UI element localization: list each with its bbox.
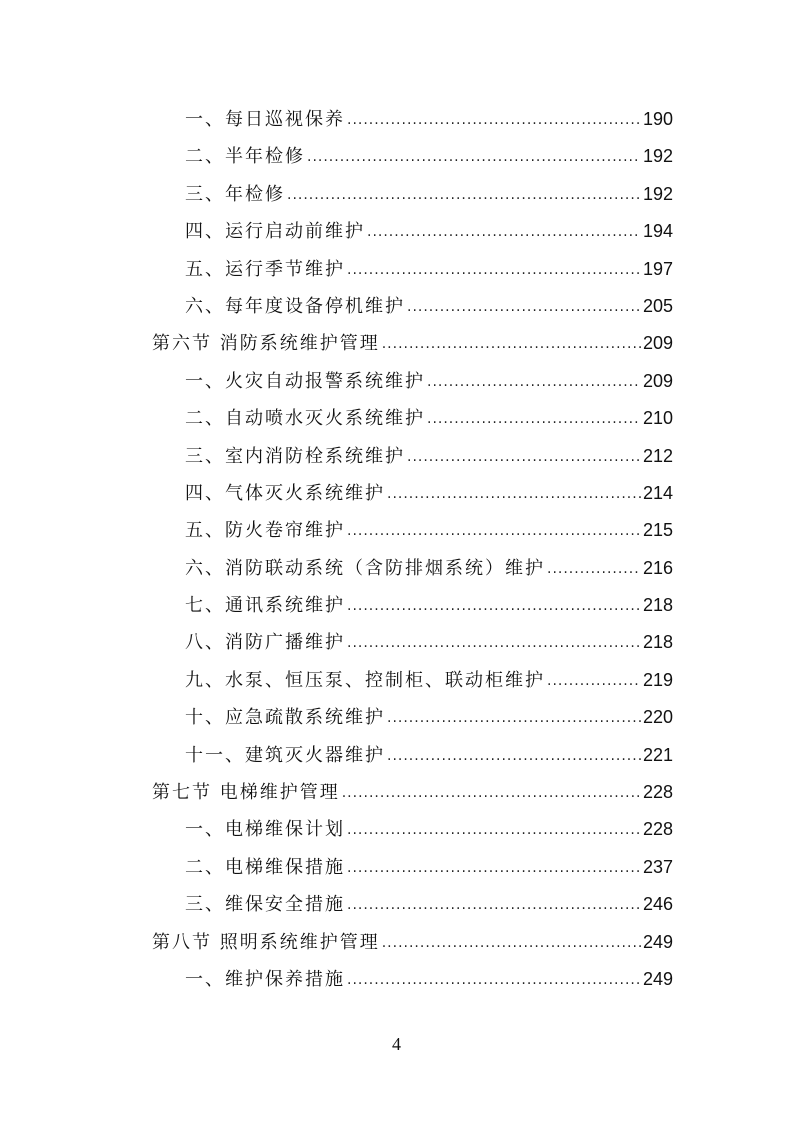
dot-leader (407, 296, 641, 318)
toc-entry-line (152, 931, 673, 955)
toc-entry-page: 218 (642, 595, 673, 616)
toc-entry[interactable] (0, 287, 793, 324)
dot-leader (367, 221, 641, 243)
toc-entry-page: 210 (642, 408, 673, 429)
toc-entry-page: 194 (642, 221, 673, 242)
toc-entry-page: 214 (642, 482, 673, 503)
dot-leader (347, 969, 641, 991)
toc-entry-page: 197 (642, 258, 673, 279)
toc-entry-line (185, 108, 673, 132)
toc-entry[interactable] (0, 810, 793, 847)
toc-entry-page: 190 (642, 109, 673, 129)
toc-entry-page: 205 (642, 295, 673, 316)
toc-entry-page: 209 (642, 333, 673, 354)
dot-leader (387, 707, 641, 729)
toc-entry-line (185, 631, 673, 655)
toc-entry-line (185, 818, 673, 842)
dot-leader (347, 632, 641, 654)
toc-entry-label: 三、维保安全措施 (185, 894, 345, 916)
toc-entry[interactable] (0, 848, 793, 885)
toc-entry[interactable] (0, 661, 793, 698)
toc-entry[interactable] (0, 437, 793, 474)
dot-leader (347, 894, 641, 916)
toc-entry-label: 十一、建筑灭火器维护 (185, 744, 385, 766)
dot-leader (407, 446, 641, 468)
toc-entry-line (185, 968, 673, 992)
toc-entry-label: 六、消防联动系统（含防排烟系统）维护 (185, 557, 545, 579)
toc-entry-page: 249 (642, 968, 673, 989)
toc-entry[interactable] (0, 212, 793, 249)
toc-entry-page: 249 (642, 931, 673, 952)
toc-entry[interactable] (0, 511, 793, 548)
toc-entry[interactable] (0, 549, 793, 586)
toc-entry-page: 209 (642, 370, 673, 391)
toc-entry[interactable] (0, 960, 793, 997)
dot-leader (382, 333, 641, 355)
toc-entry-line (185, 482, 673, 506)
toc-entry-label: 三、年检修 (185, 183, 285, 205)
toc-entry-label: 第八节 照明系统维护管理 (152, 931, 380, 953)
toc-entry-page: 220 (642, 707, 673, 728)
toc-entry-line (185, 669, 673, 693)
dot-leader (387, 745, 641, 767)
toc-entry-label: 五、防火卷帘维护 (185, 520, 345, 542)
dot-leader (347, 259, 641, 281)
toc-entry-label: 第六节 消防系统维护管理 (152, 333, 380, 355)
toc-entry-label: 七、通讯系统维护 (185, 595, 345, 617)
toc-section-entry[interactable] (0, 773, 793, 810)
toc-entry-line (185, 295, 673, 319)
toc-entry-label: 二、电梯维保措施 (185, 856, 345, 878)
dot-leader (547, 670, 641, 692)
dot-leader (427, 371, 641, 393)
toc-section-entry[interactable] (0, 923, 793, 960)
table-of-contents (0, 100, 793, 997)
toc-entry-line (185, 220, 673, 244)
toc-entry-page: 237 (642, 856, 673, 877)
dot-leader (547, 558, 641, 580)
dot-leader (347, 520, 641, 542)
toc-entry-page: 212 (642, 445, 673, 466)
toc-entry-label: 第七节 电梯维护管理 (152, 782, 340, 804)
toc-entry-line (152, 332, 673, 356)
toc-entry[interactable] (0, 736, 793, 773)
toc-entry[interactable] (0, 100, 793, 137)
dot-leader (287, 184, 641, 206)
toc-entry-line (185, 594, 673, 618)
toc-entry-page: 192 (642, 183, 673, 204)
toc-entry[interactable] (0, 137, 793, 174)
toc-entry-label: 一、电梯维保计划 (185, 819, 345, 841)
toc-entry-label: 一、维护保养措施 (185, 968, 345, 990)
toc-entry-line (185, 407, 673, 431)
toc-entry[interactable] (0, 175, 793, 212)
toc-entry-line (152, 781, 673, 805)
dot-leader (347, 109, 641, 131)
dot-leader (347, 595, 641, 617)
toc-entry[interactable] (0, 586, 793, 623)
toc-entry[interactable] (0, 250, 793, 287)
dot-leader (427, 408, 641, 430)
toc-entry-page: 228 (642, 782, 673, 803)
toc-section-entry[interactable] (0, 324, 793, 361)
toc-entry-label: 五、运行季节维护 (185, 258, 345, 280)
toc-entry[interactable] (0, 698, 793, 735)
toc-entry-line (185, 706, 673, 730)
toc-entry-label: 四、运行启动前维护 (185, 221, 365, 243)
toc-entry[interactable] (0, 623, 793, 660)
toc-entry-label: 三、室内消防栓系统维护 (185, 445, 405, 467)
toc-entry-line (185, 183, 673, 207)
toc-entry-page: 221 (642, 744, 673, 765)
toc-entry-label: 六、每年度设备停机维护 (185, 295, 405, 317)
toc-entry-line (185, 258, 673, 282)
toc-entry-label: 八、消防广播维护 (185, 632, 345, 654)
toc-entry-label: 一、火灾自动报警系统维护 (185, 370, 425, 392)
toc-entry-label: 九、水泵、恒压泵、控制柜、联动柜维护 (185, 669, 545, 691)
toc-entry-label: 二、自动喷水灭火系统维护 (185, 408, 425, 430)
toc-entry-label: 二、半年检修 (185, 146, 305, 168)
toc-entry-line (185, 856, 673, 880)
toc-entry[interactable] (0, 362, 793, 399)
toc-entry-line (185, 145, 673, 169)
toc-entry-line (185, 557, 673, 581)
dot-leader (382, 932, 641, 954)
toc-entry[interactable] (0, 399, 793, 436)
toc-entry-line (185, 370, 673, 394)
toc-entry[interactable] (0, 885, 793, 922)
toc-entry-page: 228 (642, 819, 673, 840)
dot-leader (307, 146, 641, 168)
page-number: 4 (392, 1034, 401, 1054)
dot-leader (347, 819, 641, 841)
toc-entry-page: 219 (642, 669, 673, 690)
dot-leader (342, 782, 641, 804)
toc-entry-label: 四、气体灭火系统维护 (185, 482, 385, 504)
dot-leader (347, 857, 641, 879)
toc-entry-page: 215 (642, 520, 673, 541)
toc-entry-line (185, 893, 673, 917)
dot-leader (387, 483, 641, 505)
toc-entry[interactable] (0, 474, 793, 511)
toc-entry-page: 246 (642, 894, 673, 915)
toc-entry-page: 216 (642, 557, 673, 578)
toc-entry-label: 一、每日巡视保养 (185, 109, 345, 130)
toc-entry-label: 十、应急疏散系统维护 (185, 707, 385, 729)
toc-entry-page: 192 (642, 146, 673, 167)
toc-entry-page: 218 (642, 632, 673, 653)
toc-entry-line (185, 445, 673, 469)
toc-entry-line (185, 744, 673, 768)
toc-entry-line (185, 519, 673, 543)
